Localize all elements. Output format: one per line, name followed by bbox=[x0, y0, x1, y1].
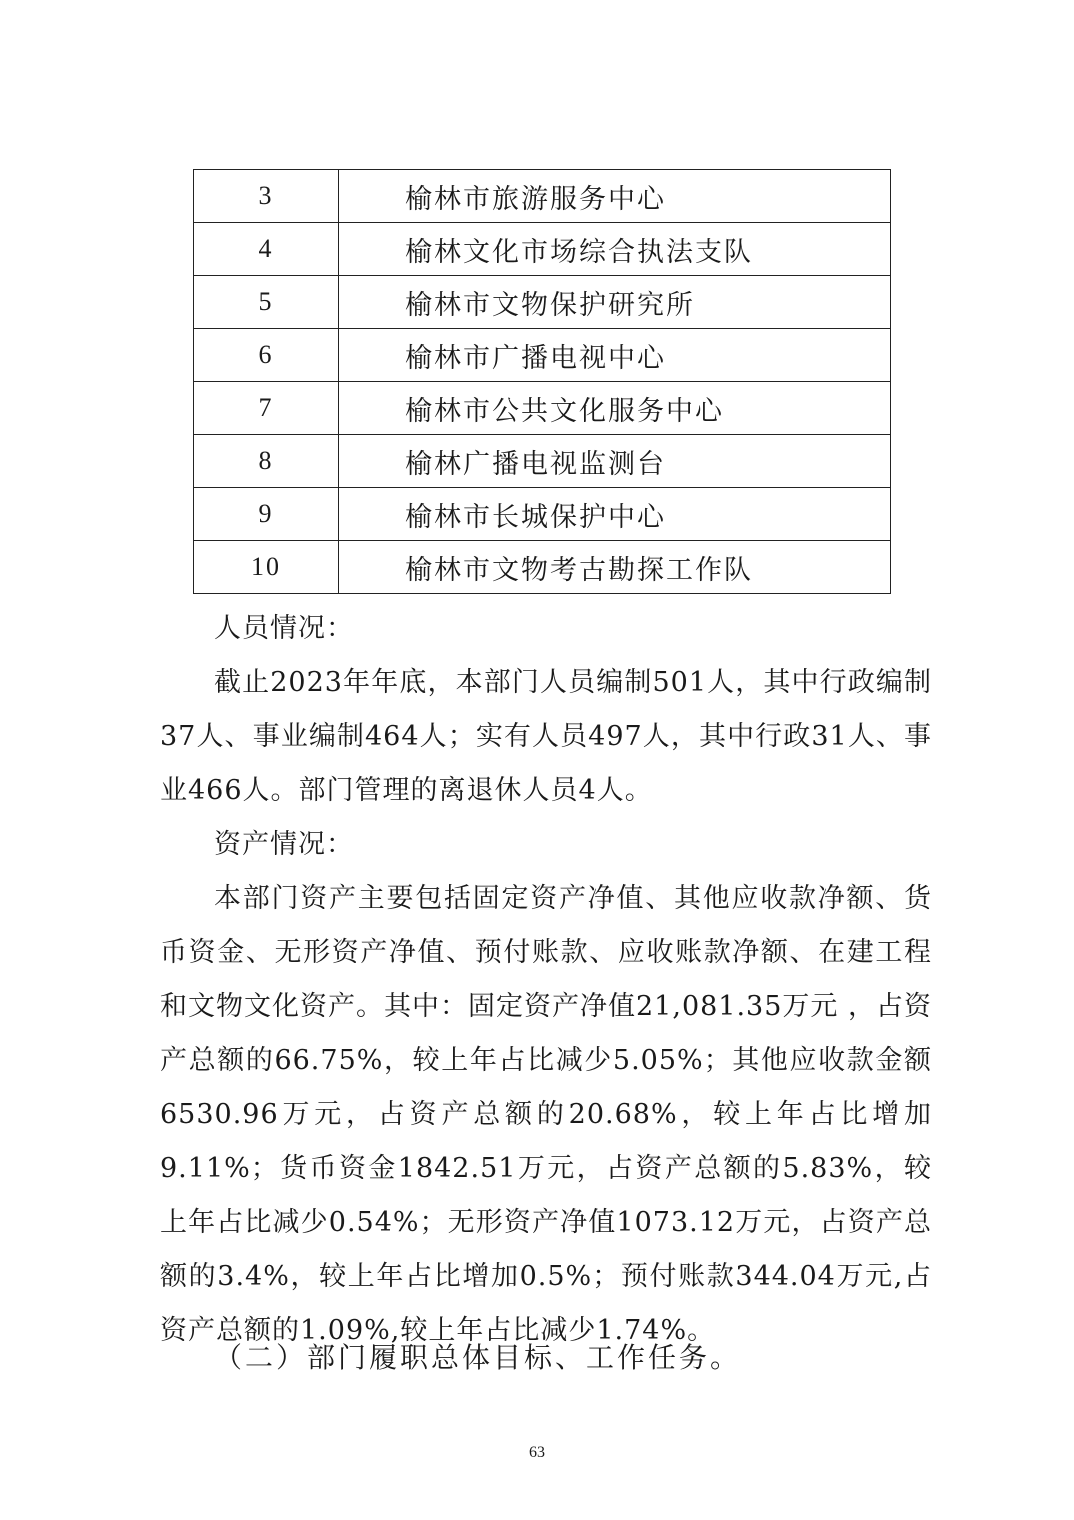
table-row bbox=[194, 276, 891, 329]
section-heading: （二）部门履职总体目标、工作任务。 bbox=[214, 1341, 742, 1374]
personnel-paragraph: 截止2023年年底，本部门人员编制501人，其中行政编制37人、事业编制464人；实有人员497人，其中行政31人、事业466人。部门管理的离退休人员4人。 bbox=[160, 667, 932, 806]
unit-name: 榆林市旅游服务中心 bbox=[339, 170, 891, 223]
table-row bbox=[194, 541, 891, 594]
unit-name: 榆林市长城保护中心 bbox=[339, 488, 891, 541]
unit-name: 榆林市广播电视中心 bbox=[339, 329, 891, 382]
row-number: 8 bbox=[194, 435, 339, 488]
row-number: 10 bbox=[194, 541, 339, 594]
page-number: 63 bbox=[529, 1444, 545, 1461]
unit-name: 榆林市文物考古勘探工作队 bbox=[339, 541, 891, 594]
table-row bbox=[194, 382, 891, 435]
table-row bbox=[194, 223, 891, 276]
unit-name: 榆林市公共文化服务中心 bbox=[339, 382, 891, 435]
row-number: 9 bbox=[194, 488, 339, 541]
assets-label: 资产情况： bbox=[214, 829, 354, 860]
unit-table bbox=[193, 169, 891, 594]
personnel-label: 人员情况： bbox=[214, 613, 354, 644]
row-number: 6 bbox=[194, 329, 339, 382]
body-text bbox=[160, 602, 932, 1358]
assets-paragraph: 本部门资产主要包括固定资产净值、其他应收款净额、货币资金、无形资产净值、预付账款、应收账款净额、在建工程和文物文化资产。其中：固定资产净值21,081.35万元 ，占资产总额的66.75%，较上年占比减少5.05%；其他应收款金额6530.96万元，占资产总额的20.68%，较上年占比增加9.11%；货币资金1842.51万元，占资产总额的5.83%，较上年占比减少0.54%；无形资产净值1073.12万元，占资产总额的3.4%，较上年占比增加0.5%；预付账款344.04万元,占资产总额的1.09%,较上年占比减少1.74%。 bbox=[160, 883, 932, 1346]
table-row bbox=[194, 488, 891, 541]
row-number: 3 bbox=[194, 170, 339, 223]
row-number: 4 bbox=[194, 223, 339, 276]
row-number: 5 bbox=[194, 276, 339, 329]
table-row bbox=[194, 329, 891, 382]
unit-name: 榆林市文物保护研究所 bbox=[339, 276, 891, 329]
unit-name: 榆林文化市场综合执法支队 bbox=[339, 223, 891, 276]
table-row bbox=[194, 170, 891, 223]
unit-name: 榆林广播电视监测台 bbox=[339, 435, 891, 488]
row-number: 7 bbox=[194, 382, 339, 435]
table-row bbox=[194, 435, 891, 488]
